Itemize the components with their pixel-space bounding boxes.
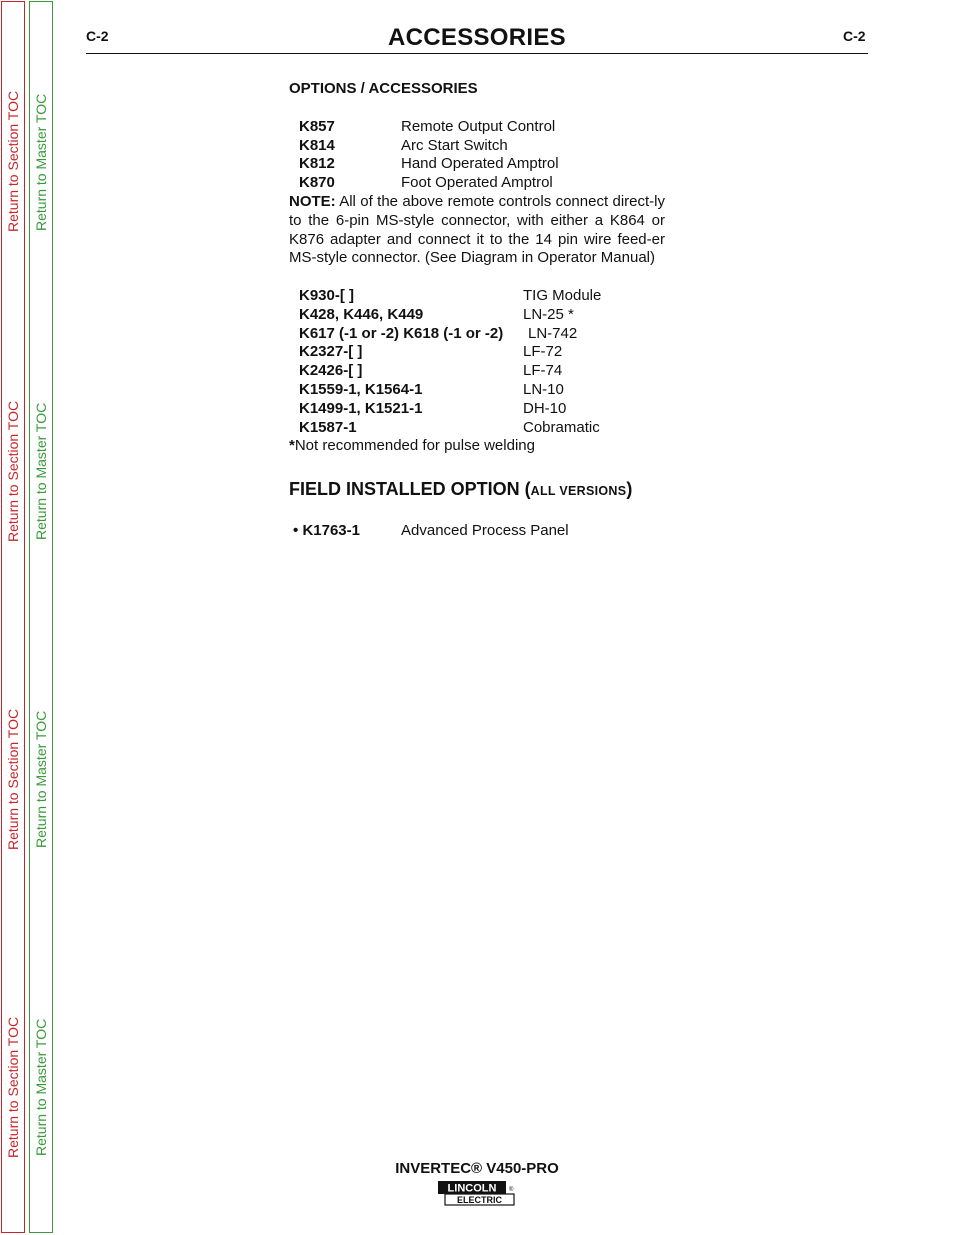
logo-top-text: LINCOLN [447, 1182, 497, 1195]
part-number: K428, K446, K449 [299, 305, 424, 323]
part-description: LF-74 [523, 362, 563, 380]
logo-registered-mark: ® [509, 1187, 514, 1193]
list-item [289, 287, 665, 306]
part-number: K1587-1 [299, 418, 357, 436]
list-item [289, 325, 665, 344]
list-item [289, 174, 665, 193]
page-code-right: C-2 [843, 28, 866, 44]
header-rule [86, 53, 868, 54]
modules-list [289, 287, 665, 437]
list-item [289, 306, 665, 325]
page-content [289, 80, 665, 541]
list-item [289, 362, 665, 381]
lincoln-electric-logo [437, 1180, 517, 1208]
list-item [289, 400, 665, 419]
list-item [289, 343, 665, 362]
return-to-section-toc-link[interactable]: Return to Section TOC [5, 708, 21, 850]
part-number: K617 (-1 or -2) K618 (-1 or -2) [299, 324, 504, 342]
part-description: Advanced Process Panel [401, 522, 569, 540]
note-label: NOTE: [289, 192, 336, 210]
part-description: DH-10 [523, 399, 567, 417]
return-to-master-toc-link[interactable]: Return to Master TOC [33, 1018, 49, 1156]
part-number: K1559-1, K1564-1 [299, 380, 423, 398]
page-code-left: C-2 [86, 28, 109, 44]
logo-bottom-text: ELECTRIC [457, 1195, 502, 1205]
part-number: • K1763-1 [293, 522, 360, 540]
list-item [289, 522, 665, 541]
part-description: Cobramatic [523, 418, 600, 436]
note-paragraph [289, 193, 665, 268]
remote-controls-list [289, 118, 665, 193]
part-description: Arc Start Switch [401, 136, 508, 154]
return-to-section-toc-link[interactable]: Return to Section TOC [5, 400, 21, 542]
footnote-text: Not recommended for pulse welding [294, 437, 535, 455]
part-description: LN-742 [528, 324, 578, 342]
footnote [289, 437, 665, 456]
return-to-section-toc-link[interactable]: Return to Section TOC [5, 1016, 21, 1158]
list-item [289, 381, 665, 400]
return-to-master-toc-link[interactable]: Return to Master TOC [33, 402, 49, 540]
options-heading: OPTIONS / ACCESSORIES [289, 80, 478, 97]
footnote-mark: * [289, 437, 295, 455]
return-to-section-toc-link[interactable]: Return to Section TOC [5, 90, 21, 232]
list-item [289, 137, 665, 156]
product-name: INVERTEC® V450-PRO [395, 1160, 559, 1177]
part-number: K930-[ ] [299, 286, 355, 304]
part-number: K2426-[ ] [299, 362, 363, 380]
heading-small-caps: ALL VERSIONS [530, 484, 627, 499]
bullet-icon: • [293, 522, 299, 540]
list-item [289, 155, 665, 174]
part-description: LN-10 [523, 380, 564, 398]
field-installed-heading: FIELD INSTALLED OPTION (ALL VERSIONS) [289, 479, 633, 500]
part-description: Hand Operated Amptrol [401, 155, 559, 173]
list-item [289, 419, 665, 438]
return-to-master-toc-link[interactable]: Return to Master TOC [33, 710, 49, 848]
part-number: K2327-[ ] [299, 343, 363, 361]
part-number: K1499-1, K1521-1 [299, 399, 423, 417]
part-number: K814 [299, 136, 335, 154]
part-description: LN-25 * [523, 305, 574, 323]
return-to-master-toc-link[interactable]: Return to Master TOC [33, 93, 49, 231]
part-number: K857 [299, 117, 335, 135]
part-description: TIG Module [523, 286, 602, 304]
part-description: LF-72 [523, 343, 563, 361]
part-description: Remote Output Control [401, 117, 556, 135]
page-title: ACCESSORIES [387, 24, 566, 51]
list-item [289, 118, 665, 137]
part-number: K870 [299, 174, 335, 192]
part-number: K812 [299, 155, 335, 173]
part-description: Foot Operated Amptrol [401, 174, 553, 192]
note-text: All of the above remote controls connect direct-ly to the 6-pin MS-style connector, with either a K864 or K876 adapter and connect it to the 14 pin wire feed-er MS-style connector. (See Diagram in Operator Manual) [289, 192, 665, 267]
